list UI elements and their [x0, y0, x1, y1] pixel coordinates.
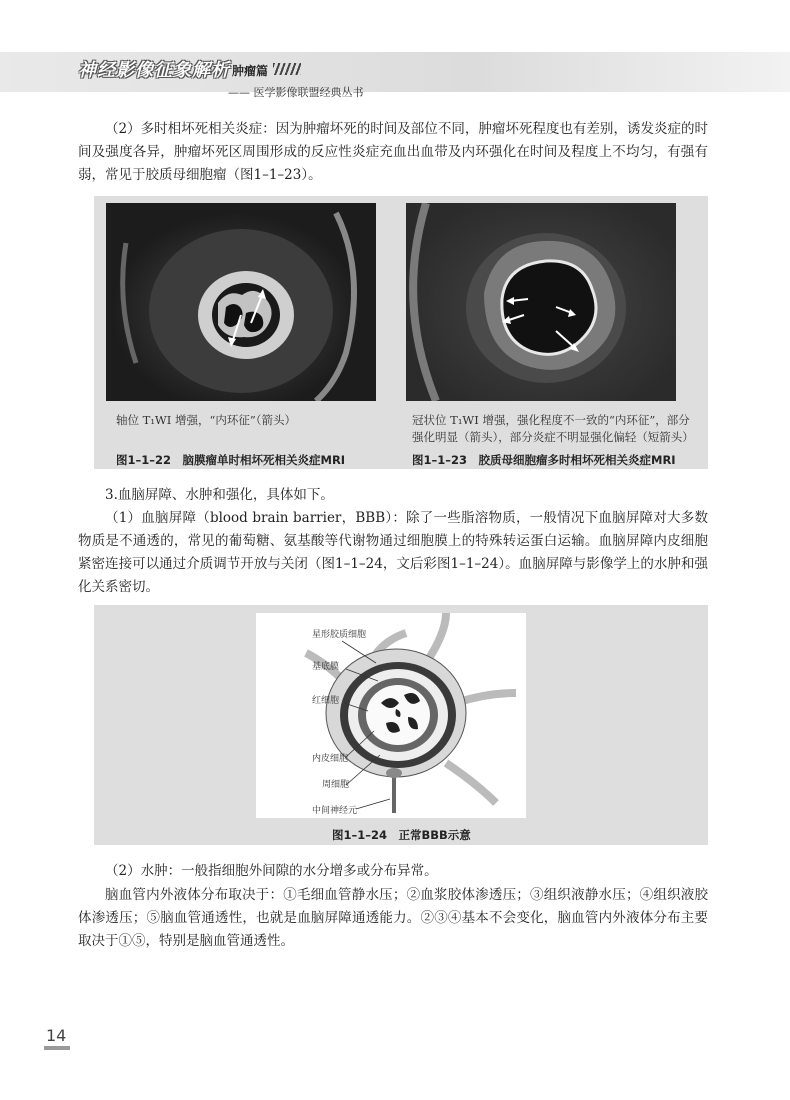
caption-right-line2: 强化明显（箭头），部分炎症不明显强化偏轻（短箭头） — [412, 430, 694, 444]
figure-panel-mri — [94, 196, 708, 469]
paragraph-edema: （2）水肿：一般指细胞外间隙的水分增多或分布异常。 — [105, 863, 438, 879]
label-endothelial: 内皮细胞 — [312, 754, 349, 764]
caption-left: 轴位 T₁WI 增强，“内环征”（箭头） — [116, 413, 296, 427]
label-pericyte: 周细胞 — [322, 780, 350, 790]
label-neuron: 中间神经元 — [312, 806, 358, 816]
book-title: 神经影像征象解析 — [78, 60, 230, 81]
figure-title-1-1-24: 图1–1–24 正常BBB示意 — [332, 828, 471, 842]
paragraph-bbb: （1）血脑屏障（blood brain barrier，BBB）：除了一些脂溶物质，一般情况下血脑屏障对大多数物质是不通透的，常见的葡萄糖、氨基酸等代谢物通过细胞膜上的特殊转运蛋白运输。血脑屏障内皮细胞紧密连接可以通过介质调节开放与关闭（图1–1–24，文后彩图1–1–24）。血脑屏障与影像学上的水肿和强化关系密切。 — [78, 510, 708, 595]
paragraph-fluid-distribution: 脑血管内外液体分布取决于：①毛细血管静水压；②血浆胶体渗透压；③组织液静水压；④组织液胶体渗透压；⑤脑血管通透性，也就是血脑屏障通透能力。②③④基本不会变化，脑血管内外液体分布主要取决于①⑤，特别是脑血管通透性。 — [78, 887, 708, 949]
page-number-bar — [44, 1046, 70, 1050]
section-heading-bbb: 3.血脑屏障、水肿和强化，具体如下。 — [105, 487, 334, 503]
caption-right-line1: 冠状位 T₁WI 增强，强化程度不一致的“内环征”，部分 — [412, 413, 690, 427]
mri-image-meningioma — [106, 203, 376, 401]
figure-panel-bbb — [94, 605, 708, 845]
header-stripes — [273, 63, 301, 75]
book-series: —— 医学影像联盟经典丛书 — [228, 86, 364, 99]
label-astrocyte: 星形胶质细胞 — [312, 630, 367, 640]
figure-title-1-1-22: 图1–1–22 脑膜瘤单时相坏死相关炎症MRI — [116, 453, 346, 467]
mri-image-glioblastoma — [406, 203, 676, 401]
label-basement-membrane: 基底膜 — [312, 662, 340, 672]
book-subtitle: 肿瘤篇 — [232, 64, 269, 78]
paragraph-necrosis-inflammation: （2）多时相坏死相关炎症：因为肿瘤坏死的时间及部位不同，肿瘤坏死程度也有差别，诱发炎症的时间及强度各异，肿瘤坏死区周围形成的反应性炎症充血出血带及内环强化在时间及程度上不均匀，有强有弱，常见于胶质母细胞瘤（图1–1–23）。 — [78, 121, 708, 183]
label-rbc: 红细胞 — [312, 696, 340, 706]
bbb-diagram — [256, 613, 526, 818]
page-number: 14 — [46, 1026, 67, 1045]
figure-title-1-1-23: 图1–1–23 胶质母细胞瘤多时相坏死相关炎症MRI — [412, 453, 676, 467]
